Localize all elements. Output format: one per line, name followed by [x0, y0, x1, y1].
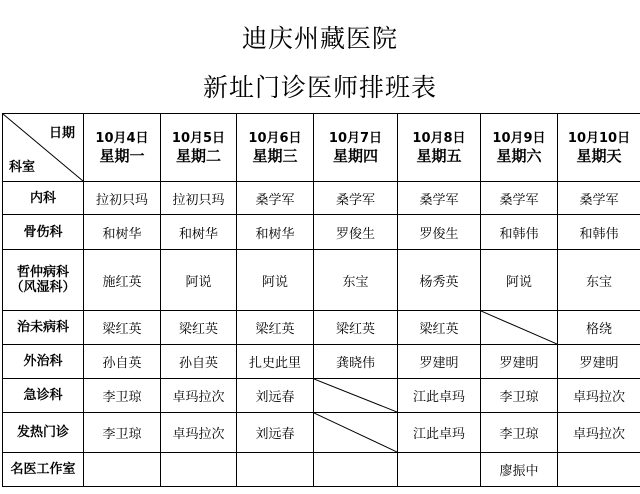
schedule-cell: 刘远春	[237, 379, 314, 413]
cell-diagonal	[481, 311, 557, 344]
schedule-cell: 格绕	[558, 311, 640, 345]
schedule-cell	[84, 453, 161, 487]
date-text: 10月6日	[248, 130, 302, 146]
date-header-cell	[84, 114, 161, 182]
schedule-cell: 阿说	[237, 250, 314, 311]
table-row	[3, 182, 640, 215]
table-row	[3, 250, 640, 311]
dept-label: 科室	[9, 160, 36, 175]
schedule-cell: 和树华	[237, 215, 314, 250]
cell-diagonal	[314, 413, 397, 452]
schedule-cell: 和树华	[84, 215, 161, 250]
schedule-cell: 施红英	[84, 250, 161, 311]
weekday-text: 星期一	[99, 146, 145, 165]
schedule-cell: 罗俊生	[398, 215, 481, 250]
schedule-cell: 扎史此里	[237, 345, 314, 379]
date-text: 10月8日	[412, 130, 466, 146]
dept-name: 治未病科	[3, 311, 84, 345]
date-header-cell	[558, 114, 640, 182]
schedule-cell	[558, 453, 640, 487]
cell-diagonal	[314, 379, 397, 412]
table-row	[3, 379, 640, 413]
schedule-cell: 李卫琼	[84, 379, 161, 413]
date-text: 10月5日	[171, 130, 226, 146]
dept-name-main: 哲仲病科	[16, 265, 69, 280]
schedule-cell: 李卫琼	[481, 413, 558, 453]
schedule-cell: 东宝	[314, 250, 398, 311]
schedule-cell: 梁红英	[398, 311, 481, 345]
date-text: 10月7日	[328, 130, 383, 146]
schedule-cell	[314, 453, 398, 487]
date-text: 10月9日	[492, 130, 546, 146]
schedule-cell: 卓玛拉次	[558, 379, 640, 413]
schedule-cell: 阿说	[161, 250, 237, 311]
schedule-cell: 刘远春	[237, 413, 314, 453]
empty-slashed-cell	[314, 413, 398, 453]
schedule-cell: 李卫琼	[481, 379, 558, 413]
schedule-cell: 卓玛拉次	[558, 413, 640, 453]
dept-name: 内科	[3, 182, 84, 215]
schedule-cell: 罗建明	[481, 345, 558, 379]
empty-slashed-cell	[314, 379, 398, 413]
schedule-cell: 罗建明	[558, 345, 640, 379]
weekday-text: 星期天	[576, 146, 622, 165]
schedule-cell: 罗建明	[398, 345, 481, 379]
schedule-cell	[398, 453, 481, 487]
dept-name	[3, 250, 84, 311]
date-header-cell	[314, 114, 398, 182]
schedule-cell: 桑学军	[314, 182, 398, 215]
schedule-cell: 罗俊生	[314, 215, 398, 250]
schedule-cell: 和韩伟	[481, 215, 558, 250]
weekday-text: 星期四	[332, 146, 378, 165]
schedule-cell: 杨秀英	[398, 250, 481, 311]
schedule-cell: 梁红英	[84, 311, 161, 345]
schedule-cell: 和树华	[161, 215, 237, 250]
dept-name: 急诊科	[3, 379, 84, 413]
weekday-text: 星期二	[175, 146, 221, 165]
weekday-text: 星期五	[416, 146, 462, 165]
schedule-title: 新址门诊医师排班表	[202, 73, 437, 102]
dept-name: 发热门诊	[3, 413, 84, 453]
date-header-cell	[237, 114, 314, 182]
schedule-cell: 孙自英	[161, 345, 237, 379]
schedule-cell: 梁红英	[314, 311, 398, 345]
dept-name: 外治科	[3, 345, 84, 379]
table-row	[3, 345, 640, 379]
corner-cell	[3, 114, 84, 182]
schedule-cell: 拉初只玛	[84, 182, 161, 215]
schedule-cell: 桑学军	[481, 182, 558, 215]
date-text: 10月10日	[567, 130, 631, 146]
dept-name-sub: （风湿科）	[10, 280, 76, 295]
doctor-schedule-table	[2, 113, 640, 487]
schedule-cell: 江此卓玛	[398, 413, 481, 453]
schedule-cell: 桑学军	[558, 182, 640, 215]
table-row	[3, 215, 640, 250]
date-header-cell	[481, 114, 558, 182]
empty-slashed-cell	[481, 311, 558, 345]
schedule-cell: 卓玛拉次	[161, 413, 237, 453]
schedule-cell: 孙自英	[84, 345, 161, 379]
date-label: 日期	[48, 126, 75, 141]
weekday-text: 星期三	[252, 146, 298, 165]
date-header-cell	[398, 114, 481, 182]
schedule-cell	[237, 453, 314, 487]
schedule-cell: 和韩伟	[558, 215, 640, 250]
schedule-cell	[161, 453, 237, 487]
table-row	[3, 413, 640, 453]
schedule-cell: 李卫琼	[84, 413, 161, 453]
weekday-text: 星期六	[496, 146, 542, 165]
schedule-cell: 桑学军	[398, 182, 481, 215]
dept-name: 骨伤科	[3, 215, 84, 250]
table-row	[3, 311, 640, 345]
hospital-title: 迪庆州藏医院	[241, 24, 398, 53]
header-row	[3, 114, 640, 182]
schedule-cell: 拉初只玛	[161, 182, 237, 215]
schedule-cell: 桑学军	[237, 182, 314, 215]
schedule-cell: 龚晓伟	[314, 345, 398, 379]
schedule-cell: 东宝	[558, 250, 640, 311]
date-header-cell	[161, 114, 237, 182]
schedule-cell: 梁红英	[161, 311, 237, 345]
schedule-cell: 梁红英	[237, 311, 314, 345]
table-row	[3, 453, 640, 487]
schedule-cell: 江此卓玛	[398, 379, 481, 413]
schedule-cell: 卓玛拉次	[161, 379, 237, 413]
schedule-cell: 廖振中	[481, 453, 558, 487]
date-text: 10月4日	[95, 130, 149, 146]
dept-name: 名医工作室	[3, 453, 84, 487]
schedule-cell: 阿说	[481, 250, 558, 311]
